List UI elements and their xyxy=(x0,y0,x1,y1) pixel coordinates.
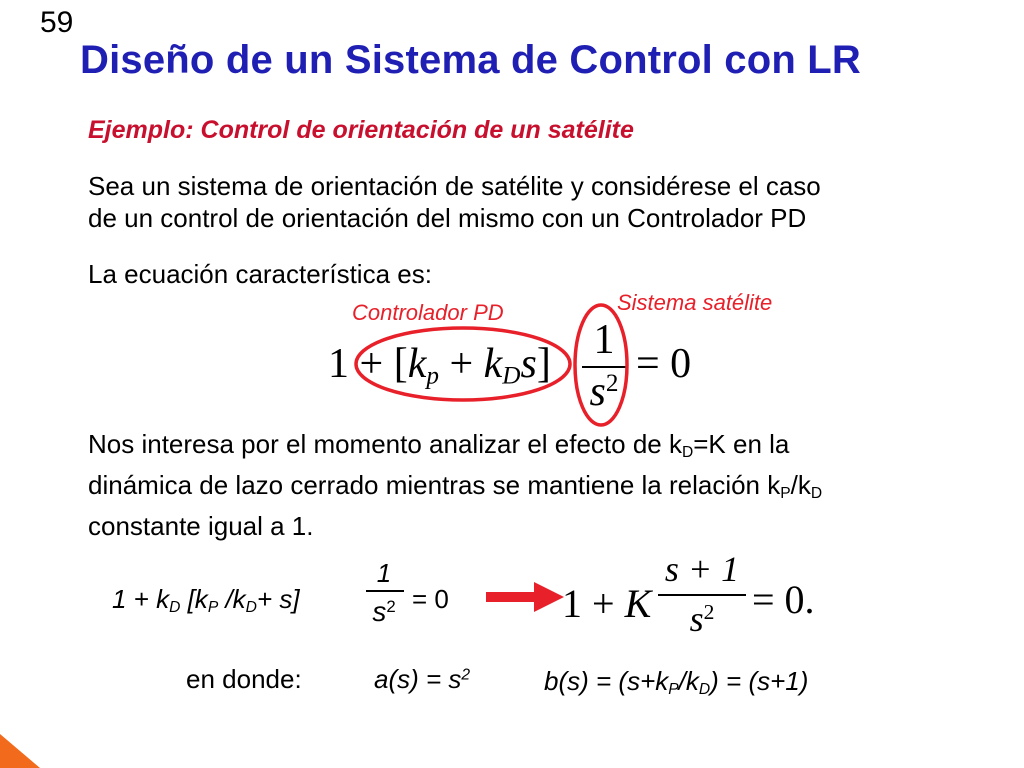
eq1-plus: + xyxy=(438,341,484,387)
slide-number: 59 xyxy=(40,6,74,39)
eq2-numerator: 1 xyxy=(376,558,392,588)
eq3-rhs: = 0. xyxy=(752,577,815,622)
equation-reduced: $1 + k_D$ [$k_P$ $/k_D+ s$] xyxy=(112,584,300,616)
eq1-kd: k xyxy=(483,341,503,387)
eq2-fraction-bar xyxy=(366,590,404,592)
eq1-bracket-close: ] xyxy=(536,341,551,387)
eq1-kp: k xyxy=(407,341,427,387)
eq1-s: s xyxy=(520,341,537,387)
eq1-bracket-open: [ xyxy=(393,341,408,387)
eq3-numerator: s + 1 xyxy=(664,549,740,589)
paragraph-analysis-line2: dinámica de lazo cerrado mientras se mantiene la relación $k_P/k_D$ xyxy=(88,469,823,502)
eq2-rhs: = 0 xyxy=(412,584,449,614)
paragraph-intro-line2: de un control de orientación del mismo con un Controlador PD xyxy=(88,203,807,233)
right-arrow-icon xyxy=(486,582,564,612)
eq3-fraction-bar xyxy=(658,594,746,596)
definitions-label: en donde: xyxy=(186,664,302,694)
eq1-denominator-s: s xyxy=(589,369,606,415)
paragraph-analysis-line1: Nos interesa por el momento analizar el efecto de $k_D=K$ en la xyxy=(88,429,790,461)
definition-b: $b(s) = (s+k_P/k_D) = (s+1)$ xyxy=(544,666,809,698)
paragraph-intro-line1: Sea un sistema de orientación de satélite y considérese el caso xyxy=(88,171,821,201)
controller-highlight-ellipse xyxy=(356,328,570,400)
system-highlight-ellipse xyxy=(575,305,627,425)
eq1-numerator: 1 xyxy=(593,317,615,363)
definition-a: $a(s) = s^2$ xyxy=(374,664,471,694)
eq1-lead: 1 + xyxy=(328,341,394,387)
eq1-rhs: = 0 xyxy=(636,341,692,387)
label-system: Sistema satélite xyxy=(617,290,773,315)
label-controller: Controlador PD xyxy=(352,300,504,325)
paragraph-analysis xyxy=(88,428,822,542)
slide-title: Diseño de un Sistema de Control con LR xyxy=(80,38,862,82)
eq3-denominator: $s^2$ xyxy=(689,599,715,639)
example-subtitle: Ejemplo: Control de orientación de un satélite xyxy=(88,116,634,144)
eq1-denominator-exp: 2 xyxy=(605,370,619,398)
paragraph-analysis-line3: constante igual a 1. xyxy=(88,510,314,541)
corner-decoration xyxy=(0,720,60,768)
equation-root-locus-form: 1 + K xyxy=(562,581,652,626)
eq1-kd-sub: D xyxy=(502,362,521,390)
eq2-denominator: $s^2$ xyxy=(372,596,396,627)
paragraph-characteristic: La ecuación característica es: xyxy=(88,259,432,289)
eq1-kp-sub: p xyxy=(426,362,439,390)
